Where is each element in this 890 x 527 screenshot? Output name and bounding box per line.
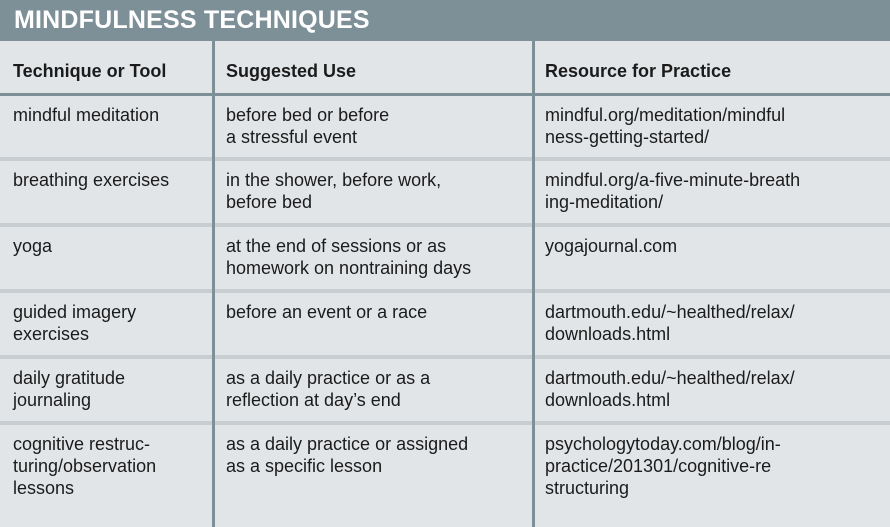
resource-cell: mindful.org/a-five-minute-breath ing-meditation/ bbox=[545, 170, 801, 212]
technique-cell: mindful meditation bbox=[13, 105, 160, 125]
resource-cell: psychologytoday.com/blog/in- practice/201301/cognitive-re structuring bbox=[545, 434, 781, 498]
table-row bbox=[0, 161, 890, 223]
table-header-row bbox=[0, 41, 890, 93]
column-header-resource: Resource for Practice bbox=[545, 61, 732, 81]
technique-cell: cognitive restruc- turing/observation lessons bbox=[13, 434, 157, 498]
technique-cell: breathing exercises bbox=[13, 170, 170, 190]
column-header-technique: Technique or Tool bbox=[13, 61, 167, 81]
use-cell: in the shower, before work, before bed bbox=[226, 170, 442, 212]
resource-cell: yogajournal.com bbox=[545, 236, 678, 256]
column-divider bbox=[212, 41, 215, 527]
table-row bbox=[0, 425, 890, 521]
use-cell: as a daily practice or as a reflection at day’s end bbox=[226, 368, 431, 410]
technique-cell: yoga bbox=[13, 236, 53, 256]
use-cell: before an event or a race bbox=[226, 302, 428, 322]
technique-cell: daily gratitude journaling bbox=[13, 368, 126, 410]
table-row bbox=[0, 96, 890, 157]
resource-cell: dartmouth.edu/~healthed/relax/ downloads.html bbox=[545, 302, 795, 344]
column-header-use: Suggested Use bbox=[226, 61, 357, 81]
resource-cell: mindful.org/meditation/mindful ness-getting-started/ bbox=[545, 105, 786, 147]
use-cell: at the end of sessions or as homework on nontraining days bbox=[226, 236, 472, 278]
use-cell: before bed or before a stressful event bbox=[226, 105, 390, 147]
technique-cell: guided imagery exercises bbox=[13, 302, 137, 344]
table-row bbox=[0, 293, 890, 355]
table-title: MINDFULNESS TECHNIQUES bbox=[0, 0, 890, 41]
column-divider bbox=[532, 41, 535, 527]
resource-cell: dartmouth.edu/~healthed/relax/ downloads.html bbox=[545, 368, 795, 410]
table-row bbox=[0, 359, 890, 421]
use-cell: as a daily practice or assigned as a specific lesson bbox=[226, 434, 469, 476]
table-row bbox=[0, 227, 890, 289]
